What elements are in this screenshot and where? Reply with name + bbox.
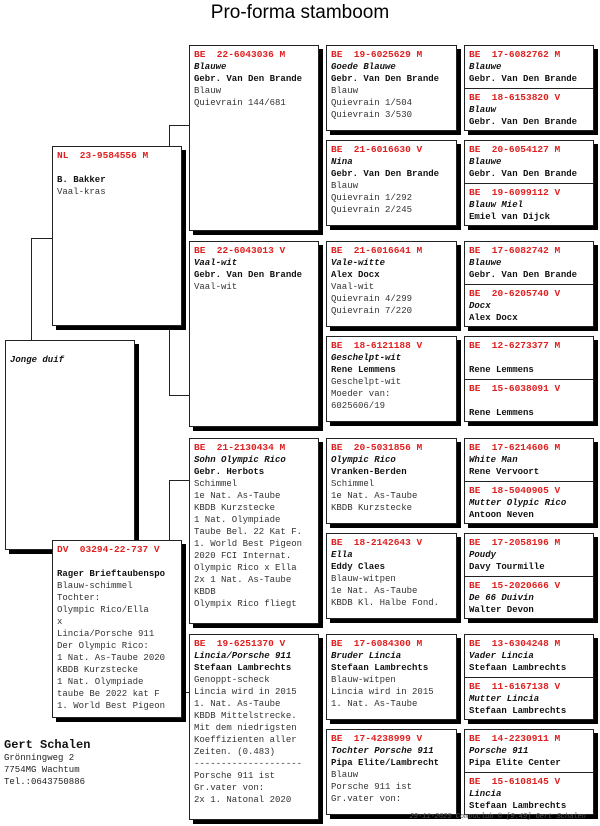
pigeon-name: Tochter Porsche 911 [331,746,434,756]
mother-ring: DV 03294-22-737 V [57,544,160,555]
ring-number: BE 22-6043013 V [194,245,286,256]
info-line: Blauw-witpen [331,574,396,584]
grandparent-card[interactable] [189,45,319,231]
info-line: Gr.vater von: [194,783,265,793]
info-line: Gr.vater von: [331,794,402,804]
info-line: Taube Bel. 22 Kat F. [194,527,303,537]
owner-name: Pipa Elite Center [469,758,561,768]
owner-name: Gebr. Van Den Brande [469,169,578,179]
ring-number: BE 17-6214606 M [469,442,561,453]
info-line: 1e Nat. As-Taube [331,491,418,501]
ring-number: BE 18-5040905 V [469,485,561,496]
info-line: Zeiten. (0.483) [194,747,276,757]
owner-name: Emiel van Dijck [469,212,551,222]
ring-number: BE 17-4238999 V [331,733,423,744]
info-line: Porsche 911 ist [194,771,276,781]
father-owner: B. Bakker [57,175,106,185]
pigeon-name: White Man [469,455,518,465]
info-line: 1e Nat. As-Taube [331,586,418,596]
ring-number: BE 15-2020666 V [469,580,561,591]
ring-number: BE 17-6082762 M [469,49,561,60]
father-ring: NL 23-9584556 M [57,150,149,161]
ring-number: BE 21-2130434 M [194,442,286,453]
pigeon-name: Sohn Olympic Rico [194,455,286,465]
ring-number: BE 18-6153820 V [469,92,561,103]
info-line: Vaal-wit [194,282,238,292]
ring-number: BE 19-6099112 V [469,187,561,198]
owner-name: Vranken-Berden [331,467,407,477]
breeder-address-line: 7754MG Wachtum [4,765,80,775]
pigeon-name: De 66 Duivin [469,593,534,603]
great-grandparent-card[interactable] [326,438,457,524]
great-grandparent-card[interactable] [326,729,457,815]
gggp-pair-card[interactable] [464,140,594,226]
ring-number: BE 17-2058196 M [469,537,561,548]
info-line: 1. World Best Pigeon [194,539,303,549]
owner-name: Gebr. Herbots [194,467,265,477]
subject-card[interactable] [5,340,135,550]
pigeon-name: Olympic Rico [331,455,396,465]
father-card[interactable] [52,146,182,326]
mother-line: Der Olympic Rico: [57,641,149,651]
info-line: KBDB Kl. Halbe Fond. [331,598,440,608]
owner-name: Antoon Neven [469,510,534,520]
mother-owner: Rager Brieftaubenspo [57,569,166,579]
info-line: Olympix Rico fliegt [194,599,297,609]
owner-name: Gebr. Van Den Brande [469,117,578,127]
ring-number: BE 13-6304248 M [469,638,561,649]
owner-name: Gebr. Van Den Brande [331,74,440,84]
info-line: Geschelpt-wit [331,377,402,387]
info-line: Blauw [331,181,359,191]
gggp-pair-card[interactable] [464,336,594,422]
pigeon-name: Goede Blauwe [331,62,396,72]
pigeon-name: Lincia/Porsche 911 [194,651,292,661]
pigeon-name: Ella [331,550,353,560]
pigeon-name: Mutter Lincia [469,694,540,704]
info-line: Schimmel [194,479,238,489]
mother-line: 1 Nat. Olympiade [57,677,144,687]
info-line: 1 Nat. Olympiade [194,515,281,525]
info-line: Mit dem niedrigsten [194,723,297,733]
ring-number: BE 15-6038091 V [469,383,561,394]
owner-name: Rene Lemmens [331,365,396,375]
ring-number: BE 18-6121188 V [331,340,423,351]
pigeon-name: Porsche 911 [469,746,529,756]
great-grandparent-card[interactable] [326,45,457,131]
info-line: 2x 1. Natonal 2020 [194,795,292,805]
info-line: Vaal-wit [331,282,375,292]
ring-number: BE 17-6084300 M [331,638,423,649]
separator-line: -------------------- [194,759,303,769]
father-line: Vaal-kras [57,187,106,197]
info-line: Blauw [194,86,222,96]
great-grandparent-card[interactable] [326,634,457,720]
owner-name: Davy Tourmille [469,562,545,572]
gggp-pair-card[interactable] [464,241,594,327]
owner-name: Gebr. Van Den Brande [194,74,303,84]
info-line: Schimmel [331,479,375,489]
owner-name: Stefaan Lambrechts [331,663,429,673]
great-grandparent-card[interactable] [326,140,457,226]
breeder-address-line: Grönningweg 2 [4,753,75,763]
info-line: KBDB Mittelstrecke. [194,711,297,721]
info-line: Quievrain 1/504 [331,98,413,108]
info-line: Quievrain 1/292 [331,193,413,203]
mother-line: Tochter: [57,593,101,603]
pigeon-name: Vale-witte [331,258,386,268]
owner-name: Walter Devon [469,605,534,615]
mother-line: 1 Nat. As-Taube 2020 [57,653,166,663]
gggp-pair-card[interactable] [464,634,594,720]
grandparent-card[interactable] [189,634,319,820]
subject-name: Jonge duif [10,355,65,365]
info-line: 6025606/19 [331,401,386,411]
pigeon-name: Geschelpt-wit [331,353,402,363]
breeder-name: Gert Schalen [4,738,91,752]
info-line: KBDB [194,587,216,597]
owner-name: Rene Lemmens [469,408,534,418]
info-line: Moeder van: [331,389,391,399]
ring-number: BE 20-6205740 V [469,288,561,299]
pigeon-name: Blauw [469,105,497,115]
info-line: Lincia wird in 2015 [194,687,297,697]
footer-credit: 29-11-2025 Compuclub © [9.49] Gert Schalen [409,813,586,821]
owner-name: Stefaan Lambrechts [194,663,292,673]
mother-line: Blauw-schimmel [57,581,133,591]
owner-name: Gebr. Van Den Brande [469,74,578,84]
info-line: Genoppt-scheck [194,675,270,685]
ring-number: BE 17-6082742 M [469,245,561,256]
info-line: Blauw [331,86,359,96]
pigeon-name: Mutter Olypic Rico [469,498,567,508]
pigeon-name: Bruder Lincia [331,651,402,661]
mother-line: 1. World Best Pigeon [57,701,166,711]
pigeon-name: Poudy [469,550,497,560]
pigeon-name: Docx [469,301,491,311]
pigeon-name: Blauwe [194,62,227,72]
page-title: Pro-forma stamboom [210,2,390,23]
info-line: Quievrain 4/299 [331,294,413,304]
owner-name: Gebr. Van Den Brande [469,270,578,280]
ring-number: BE 22-6043036 M [194,49,286,60]
great-grandparent-card[interactable] [326,241,457,327]
owner-name: Stefaan Lambrechts [469,663,567,673]
ring-number: BE 20-5031856 M [331,442,423,453]
grandparent-card[interactable] [189,241,319,427]
great-grandparent-card[interactable] [326,533,457,619]
pigeon-name: Blauwe [469,62,502,72]
owner-name: Gebr. Van Den Brande [194,270,303,280]
mother-card[interactable] [52,540,182,718]
ring-number: BE 11-6167138 V [469,681,561,692]
mother-line: Olympic Rico/Ella [57,605,149,615]
ring-number: BE 12-6273377 M [469,340,561,351]
ring-number: BE 14-2230911 M [469,733,561,744]
info-line: Blauw [331,770,359,780]
owner-name: Stefaan Lambrechts [469,801,567,811]
ring-number: BE 18-2142643 V [331,537,423,548]
ring-number: BE 19-6251370 V [194,638,286,649]
gggp-pair-card[interactable] [464,533,594,619]
owner-name: Rene Lemmens [469,365,534,375]
info-line: Quievrain 3/530 [331,110,413,120]
pigeon-name: Vader Lincia [469,651,534,661]
pigeon-name: Vaal-wit [194,258,238,268]
info-line: Lincia wird in 2015 [331,687,434,697]
owner-name: Alex Docx [469,313,518,323]
gggp-pair-card[interactable] [464,438,594,524]
info-line: 1. Nat. As-Taube [331,699,418,709]
owner-name: Pipa Elite/Lambrecht [331,758,440,768]
great-grandparent-card[interactable] [326,336,457,422]
pigeon-name: Blauwe [469,157,502,167]
owner-name: Gebr. Van Den Brande [331,169,440,179]
owner-name: Stefaan Lambrechts [469,706,567,716]
info-line: Quievrain 144/681 [194,98,286,108]
info-line: 1. Nat. As-Taube [194,699,281,709]
ring-number: BE 15-6108145 V [469,776,561,787]
breeder-phone: Tel.:0643750886 [4,777,86,787]
pigeon-name: Blauw Miel [469,200,524,210]
pigeon-name: Lincia [469,789,502,799]
ring-number: BE 19-6025629 M [331,49,423,60]
info-line: Blauw-witpen [331,675,396,685]
owner-name: Eddy Claes [331,562,386,572]
info-line: Olympic Rico x Ella [194,563,297,573]
mother-line: Lincia/Porsche 911 [57,629,155,639]
gggp-pair-card[interactable] [464,45,594,131]
breeder-block [4,738,90,788]
mother-line: taube Be 2022 kat F [57,689,160,699]
pigeon-name: Blauwe [469,258,502,268]
pigeon-name: Nina [331,157,353,167]
mother-line: x [57,617,63,627]
info-line: 2020 FCI Internat. [194,551,292,561]
info-line: Porsche 911 ist [331,782,413,792]
info-line: Koeffizienten aller [194,735,297,745]
owner-name: Rene Vervoort [469,467,540,477]
ring-number: BE 21-6016641 M [331,245,423,256]
info-line: 2x 1 Nat. As-Taube [194,575,292,585]
ring-number: BE 20-6054127 M [469,144,561,155]
info-line: KBDB Kurzstecke [194,503,276,513]
info-line: 1e Nat. As-Taube [194,491,281,501]
info-line: Quievrain 2/245 [331,205,413,215]
owner-name: Alex Docx [331,270,380,280]
info-line: Quievrain 7/220 [331,306,413,316]
info-line: KBDB Kurzstecke [331,503,413,513]
gggp-pair-card[interactable] [464,729,594,815]
grandparent-card[interactable] [189,438,319,624]
mother-line: KBDB Kurzstecke [57,665,139,675]
ring-number: BE 21-6016630 V [331,144,423,155]
